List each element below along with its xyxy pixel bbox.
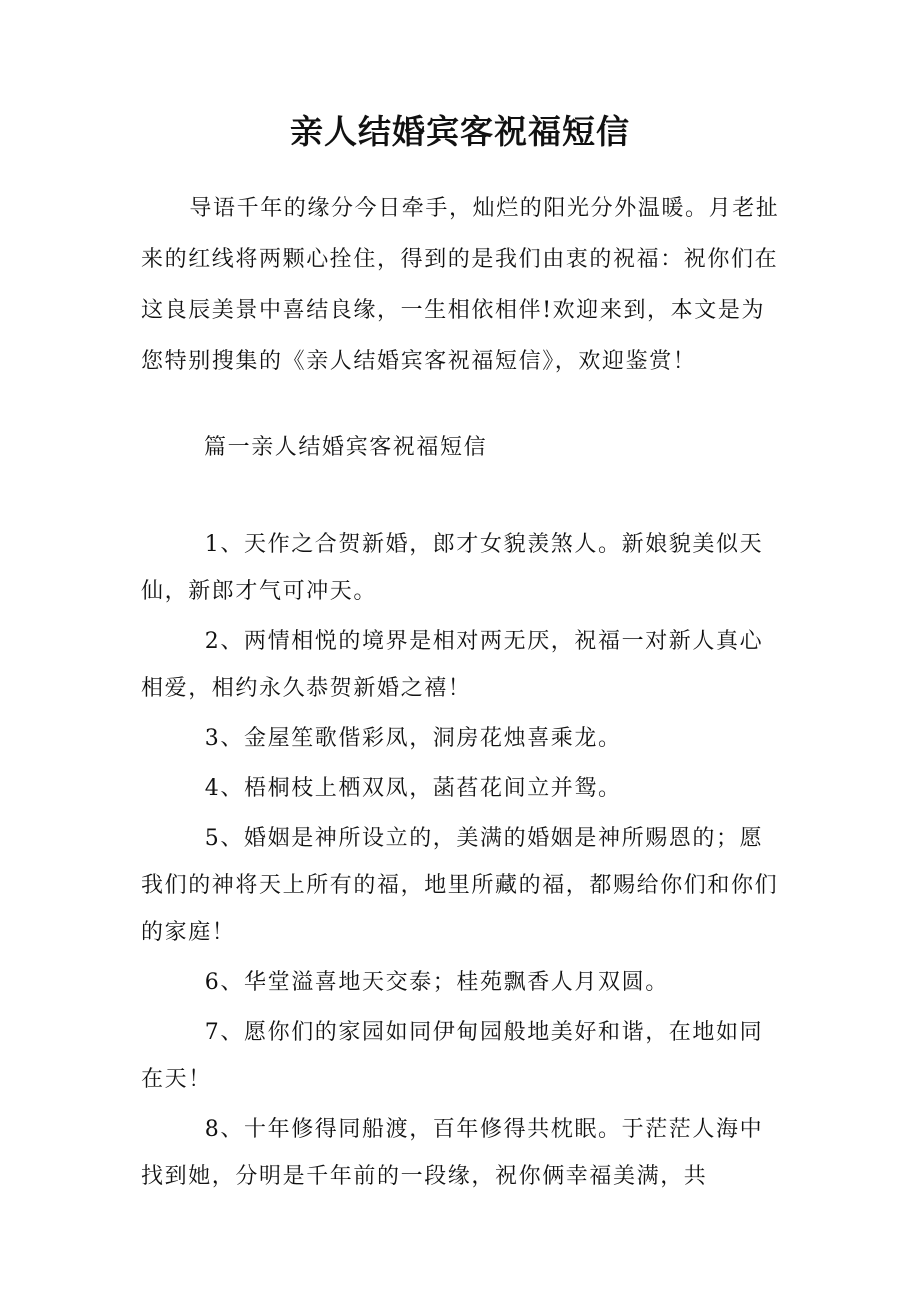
greeting-list <box>141 521 781 1203</box>
intro-paragraph: 导语千年的缘分今日牵手，灿烂的阳光分外温暖。月老扯来的红线将两颗心拴住，得到的是我们由衷的祝福：祝你们在这良辰美景中喜结良缘，一生相依相伴!欢迎来到，本文是为您特别搜集的《亲人结婚宾客祝福短信》，欢迎鉴赏！ <box>141 196 780 374</box>
section-title: 篇一亲人结婚宾客祝福短信 <box>204 435 488 460</box>
list-item: 6、华堂溢喜地天交泰；桂苑飘香人月双圆。 <box>204 970 669 995</box>
list-item: 4、梧桐枝上栖双凤，菡萏花间立并鸳。 <box>204 776 622 801</box>
intro-paragraph-block <box>141 183 781 387</box>
list-item: 1、天作之合贺新婚，郎才女貌羡煞人。新娘貌美似天仙，新郎才气可冲天。 <box>141 532 764 604</box>
list-item: 7、愿你们的家园如同伊甸园般地美好和谐，在地如同在天！ <box>141 1020 764 1092</box>
list-item: 2、两情相悦的境界是相对两无厌，祝福一对新人真心相爱，相约永久恭贺新婚之禧！ <box>141 629 764 701</box>
document-title: 亲人结婚宾客祝福短信 <box>290 112 630 151</box>
list-item: 8、十年修得同船渡，百年修得共枕眠。于茫茫人海中找到她，分明是千年前的一段缘，祝你俩幸福美满，共 <box>141 1117 764 1189</box>
list-item: 3、金屋笙歌偕彩凤，洞房花烛喜乘龙。 <box>204 726 622 751</box>
list-item: 5、婚姻是神所设立的，美满的婚姻是神所赐恩的；愿我们的神将天上所有的福，地里所藏的福，都赐给你们和你们的家庭！ <box>141 826 779 945</box>
